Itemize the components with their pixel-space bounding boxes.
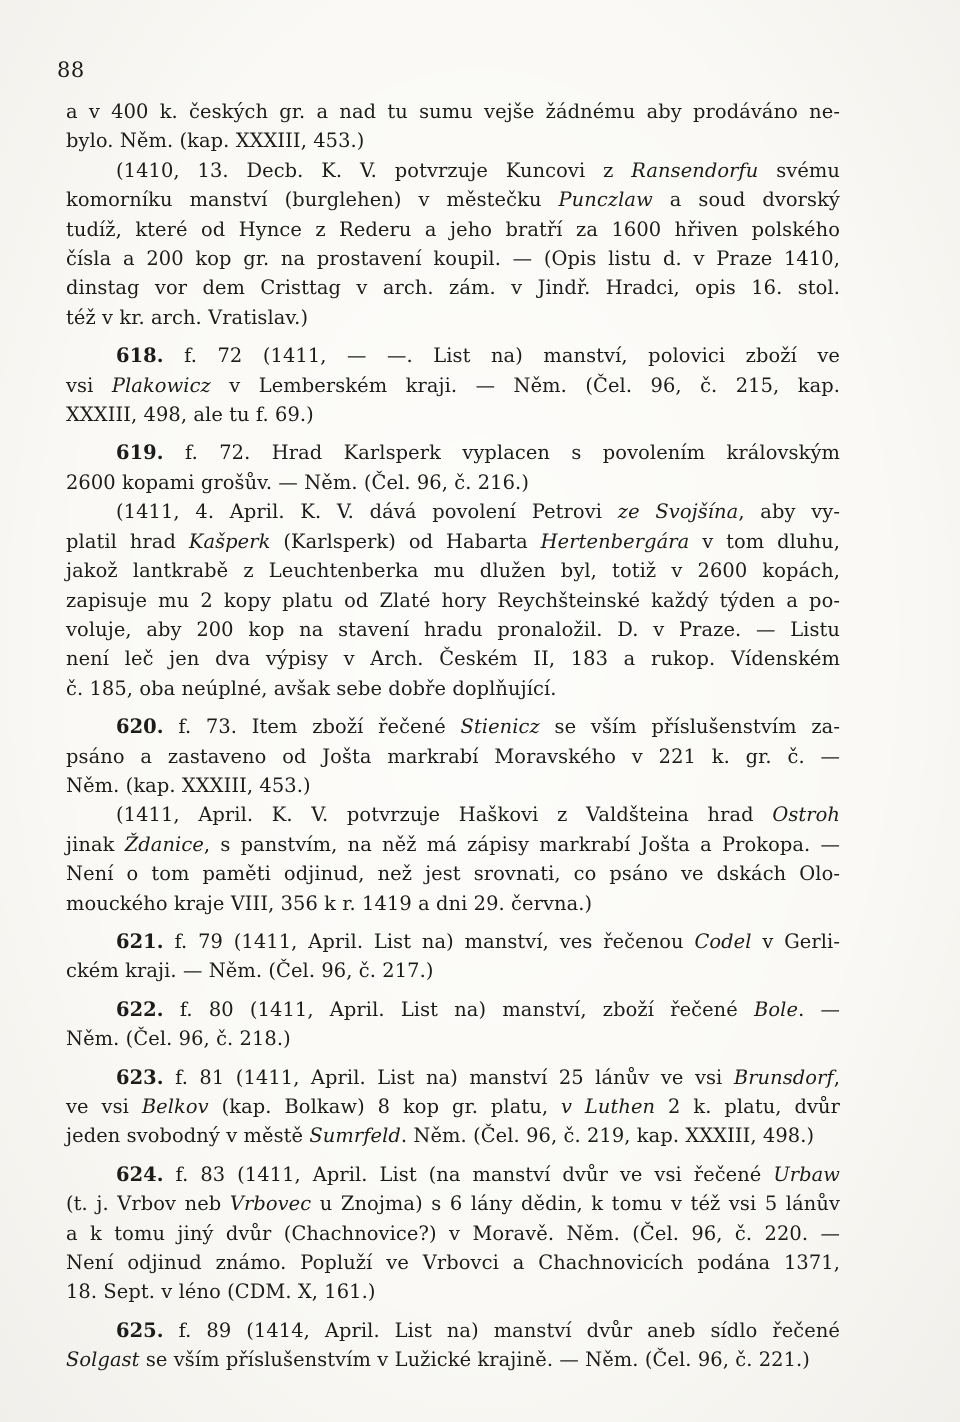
entry-number: 623.: [116, 1065, 164, 1089]
text-run: Něm. (kap. XXXIII, 453.): [66, 773, 311, 797]
text-run: Ostroh: [772, 803, 840, 827]
entry-623: [66, 1063, 840, 1151]
text-run: se vším příslušenstvím za-: [539, 715, 840, 739]
text-run: v tom dluhu,: [689, 529, 840, 553]
text-line: [66, 1277, 840, 1306]
text-run: Není odjinud známo. Popluží ve Vrbovci a Chachnovicích podána 1371,: [66, 1251, 840, 1275]
text-line: [66, 995, 840, 1024]
entry-number: 619.: [116, 441, 164, 465]
text-run: Solgast: [66, 1348, 140, 1372]
text-run: f. 72 (1411, — —. List na) manství, polovici zboží ve: [163, 344, 840, 368]
text-line: [66, 712, 840, 741]
entry-number: 622.: [116, 997, 164, 1021]
continuation-paragraph: [66, 97, 840, 156]
text-run: ckém kraji. — Něm. (Čel. 96, č. 217.): [66, 959, 434, 983]
text-line: [66, 1121, 840, 1150]
text-line: [66, 273, 840, 302]
text-line: [66, 956, 840, 985]
text-run: Punczlaw: [558, 188, 653, 212]
text-run: f. 89 (1414, April. List na) manství dvůr aneb sídlo řečené: [163, 1318, 840, 1342]
text-run: XXXIII, 498, ale tu f. 69.): [66, 403, 314, 427]
entry-624: [66, 1160, 840, 1307]
text-run: tudíž, které od Hynce z Rederu a jeho bratří za 1600 hřiven polského: [66, 217, 840, 241]
text-run: Kašperk: [188, 529, 271, 553]
text-line: [66, 371, 840, 400]
text-run: f. 73. Item zboží řečené: [163, 715, 461, 739]
text-run: (Karlsperk) od Habarta: [270, 529, 541, 553]
text-line: [66, 468, 840, 497]
text-line: [66, 771, 840, 800]
text-run: v Gerli-: [751, 929, 841, 953]
entry-number: 625.: [116, 1318, 164, 1342]
text-run: (kap. Bolkaw) 8 kop gr. platu,: [208, 1095, 561, 1118]
text-run: psáno a zastaveno od Jošta markrabí Moravského v 221 k. gr. č. —: [66, 744, 840, 768]
text-run: Sumrfeld: [309, 1124, 401, 1148]
text-run: vsi: [66, 373, 112, 397]
text-run: Vrbovec: [229, 1192, 312, 1216]
text-run: f. 80 (1411, April. List na) manství, zboží řečené: [163, 997, 755, 1021]
text-line: [66, 126, 840, 155]
text-run: Stienicz: [460, 715, 540, 739]
text-line: [66, 303, 840, 332]
entry-number: 624.: [116, 1162, 164, 1186]
text-line: [66, 1316, 840, 1345]
text-run: se vším příslušenstvím v Lužické krajině. — Něm. (Čel. 96, č. 221.): [139, 1348, 810, 1372]
text-line: [66, 1219, 840, 1248]
text-run: ve vsi: [66, 1095, 142, 1118]
text-run: bylo. Něm. (kap. XXXIII, 453.): [66, 129, 365, 153]
text-line: [66, 644, 840, 673]
entry-number: 618.: [116, 344, 164, 368]
text-run: Bole: [754, 997, 799, 1021]
text-line: [66, 244, 840, 273]
text-run: Plakowicz: [111, 373, 211, 397]
text-line: [66, 185, 840, 214]
entry-622: [66, 995, 840, 1054]
note-paragraph-1411-april: [66, 800, 840, 918]
text-run: Není o tom paměti odjinud, než jest srovnati, co psáno ve dskách Olo-: [66, 862, 840, 886]
text-line: [66, 1024, 840, 1053]
text-line: [66, 1092, 840, 1121]
text-run: dinstag vor dem Cristtag v arch. zám. v Jindř. Hradci, opis 16. stol.: [66, 276, 840, 300]
entry-number: 620.: [116, 715, 164, 739]
entry-625: [66, 1316, 840, 1375]
text-run: Ransendorfu: [631, 158, 759, 182]
text-run: platil hrad: [66, 529, 189, 553]
text-run: f. 81 (1411, April. List na) manství 25 lánův ve vsi: [163, 1065, 734, 1089]
text-run: ze Svojšína: [617, 500, 739, 524]
text-line: [66, 1189, 840, 1218]
text-run: není leč jen dva výpisy v Arch. Českém II, 183 a rukop. Vídenském: [66, 647, 840, 671]
text-run: Codel: [694, 929, 752, 953]
text-line: [66, 1063, 840, 1092]
text-line: [66, 156, 840, 185]
text-line: [66, 830, 840, 859]
text-run: Hertenbergára: [540, 529, 690, 553]
text-run: a soud dvorský: [652, 188, 840, 212]
entry-621: [66, 927, 840, 986]
text-line: [66, 527, 840, 556]
text-line: [66, 400, 840, 429]
text-run: Ždanice: [124, 832, 204, 856]
text-line: [66, 859, 840, 888]
text-line: [66, 341, 840, 370]
text-run: 18. Sept. v léno (CDM. X, 161.): [66, 1280, 376, 1304]
text-line: [66, 438, 840, 467]
text-run: zapisuje mu 2 kopy platu od Zlaté hory Reychšteinské každý týden a po-: [66, 588, 840, 612]
text-run: . Něm. (Čel. 96, č. 219, kap. XXXIII, 498.): [400, 1124, 815, 1148]
text-run: Něm. (Čel. 96, č. 218.): [66, 1027, 291, 1051]
text-run: (t. j. Vrbov neb: [66, 1192, 230, 1216]
text-run: svému: [758, 158, 840, 182]
text-run: v Lemberském kraji. — Něm. (Čel. 96, č. 215, kap.: [210, 373, 841, 397]
text-line: [66, 742, 840, 771]
text-run: (1411, April. K. V. potvrzuje Haškovi z Valdšteina hrad: [116, 803, 773, 827]
text-line: [66, 889, 840, 918]
entry-618: [66, 341, 840, 429]
text-line: [66, 1160, 840, 1189]
text-run: u Znojma) s 6 lány dědin, k tomu v též vsi 5 lánův: [311, 1192, 840, 1216]
text-run: jakož lantkrabě z Leuchtenberka mu dlužen byl, totiž v 2600 kopách,: [66, 559, 840, 583]
page-body: [66, 97, 840, 1375]
text-line: [66, 927, 840, 956]
text-line: [66, 1345, 840, 1374]
text-run: mouckého kraje VIII, 356 k r. 1419 a dni 29. června.): [66, 891, 593, 915]
text-run: . —: [798, 997, 841, 1021]
text-run: čísla a 200 kop gr. na prostavení koupil. — (Opis listu d. v Praze 1410,: [66, 247, 840, 271]
text-run: též v kr. arch. Vratislav.): [66, 305, 309, 329]
text-line: [66, 586, 840, 615]
text-line: [66, 556, 840, 585]
text-line: [66, 615, 840, 644]
text-run: , aby vy-: [738, 500, 840, 524]
text-run: f. 79 (1411, April. List na) manství, ves řečenou: [163, 929, 695, 953]
text-run: v Luthen: [560, 1095, 656, 1118]
entry-619: [66, 438, 840, 497]
text-line: [66, 215, 840, 244]
text-run: komorníku manství (burglehen) v městečku: [66, 188, 559, 212]
text-run: f. 72. Hrad Karlsperk vyplacen s povolením královským: [163, 441, 840, 465]
text-run: Urbaw: [773, 1162, 840, 1186]
text-run: 2 k. platu, dvůr: [655, 1095, 840, 1118]
text-run: Belkov: [141, 1095, 209, 1118]
text-run: 2600 kopami grošův. — Něm. (Čel. 96, č. 216.): [66, 470, 529, 494]
text-run: ,: [833, 1065, 840, 1089]
text-run: a k tomu jiný dvůr (Chachnovice?) v Moravě. Něm. (Čel. 96, č. 220. —: [66, 1221, 840, 1245]
text-run: jeden svobodný v městě: [66, 1124, 310, 1148]
text-line: [66, 497, 840, 526]
text-run: Brunsdorf: [733, 1065, 834, 1089]
note-paragraph-1411-april4: [66, 497, 840, 703]
text-run: f. 83 (1411, April. List (na manství dvůr ve vsi řečené: [163, 1162, 774, 1186]
entry-620: [66, 712, 840, 800]
text-run: jinak: [66, 832, 125, 856]
text-line: [66, 97, 840, 126]
text-run: a v 400 k. českých gr. a nad tu sumu vejše žádnému aby prodáváno ne-: [66, 100, 840, 123]
text-run: (1411, 4. April. K. V. dává povolení Petrovi: [116, 500, 618, 524]
text-run: č. 185, oba neúplné, avšak sebe dobře doplňující.: [66, 676, 557, 700]
entry-number: 621.: [116, 929, 164, 953]
text-line: [66, 800, 840, 829]
text-run: , s panstvím, na něž má zápisy markrabí Jošta a Prokopa. —: [203, 832, 840, 856]
text-line: [66, 1248, 840, 1277]
text-run: (1410, 13. Decb. K. V. potvrzuje Kuncovi z: [116, 158, 632, 182]
page-number: 88: [57, 58, 85, 82]
text-line: [66, 674, 840, 703]
text-run: voluje, aby 200 kop na stavení hradu pronaložil. D. v Praze. — Listu: [66, 617, 840, 641]
note-paragraph-1410: [66, 156, 840, 332]
